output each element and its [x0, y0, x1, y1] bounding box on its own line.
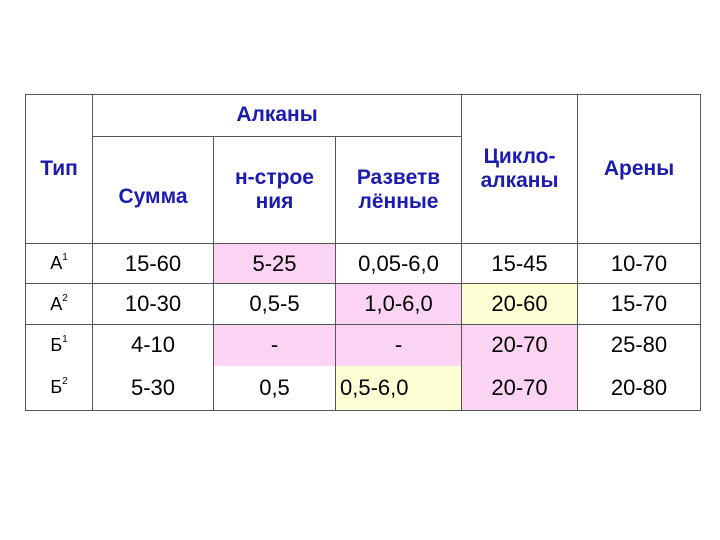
cycloalkanes-header-text: Цикло- алканы	[480, 144, 559, 192]
n-structure-cell: -	[214, 325, 336, 366]
sum-cell: 15-60	[93, 244, 214, 284]
branched-cell: -	[336, 325, 462, 366]
branched-cell: 0,05-6,0	[336, 244, 462, 284]
arenes-cell: 10-70	[578, 244, 701, 284]
branched-cell: 0,5-6,0	[336, 366, 462, 411]
cycloalkanes-cell: 20-70	[462, 366, 578, 411]
sum-header: Сумма	[93, 137, 214, 244]
table-row	[26, 325, 701, 366]
row-label: $Б^1$	[26, 325, 93, 366]
n-structure-header-text: н-строе ния	[235, 165, 314, 213]
type-header: Тип	[26, 95, 93, 244]
alkanes-header: Алканы	[93, 95, 462, 137]
cycloalkanes-cell: 15-45	[462, 244, 578, 284]
arenes-cell: 20-80	[578, 366, 701, 411]
n-structure-cell: 0,5	[214, 366, 336, 411]
arenes-cell: 15-70	[578, 284, 701, 325]
sum-cell: 5-30	[93, 366, 214, 411]
row-label: $Б^2$	[26, 366, 93, 411]
cycloalkanes-header	[462, 95, 578, 244]
sum-cell: 10-30	[93, 284, 214, 325]
sum-cell: 4-10	[93, 325, 214, 366]
composition-table	[25, 94, 701, 411]
arenes-cell: 25-80	[578, 325, 701, 366]
branched-cell: 1,0-6,0	[336, 284, 462, 325]
table-row	[26, 284, 701, 325]
row-label: $А^1$	[26, 244, 93, 284]
n-structure-cell: 5-25	[214, 244, 336, 284]
cycloalkanes-cell: 20-60	[462, 284, 578, 325]
n-structure-cell: 0,5-5	[214, 284, 336, 325]
table-row	[26, 244, 701, 284]
table-row	[26, 366, 701, 411]
n-structure-header	[214, 137, 336, 244]
row-label: $А^2$	[26, 284, 93, 325]
arenes-header: Арены	[578, 95, 701, 244]
branched-header-text: Разветв лённые	[356, 165, 441, 213]
header-row-top	[26, 95, 701, 137]
branched-header	[336, 137, 462, 244]
cycloalkanes-cell: 20-70	[462, 325, 578, 366]
